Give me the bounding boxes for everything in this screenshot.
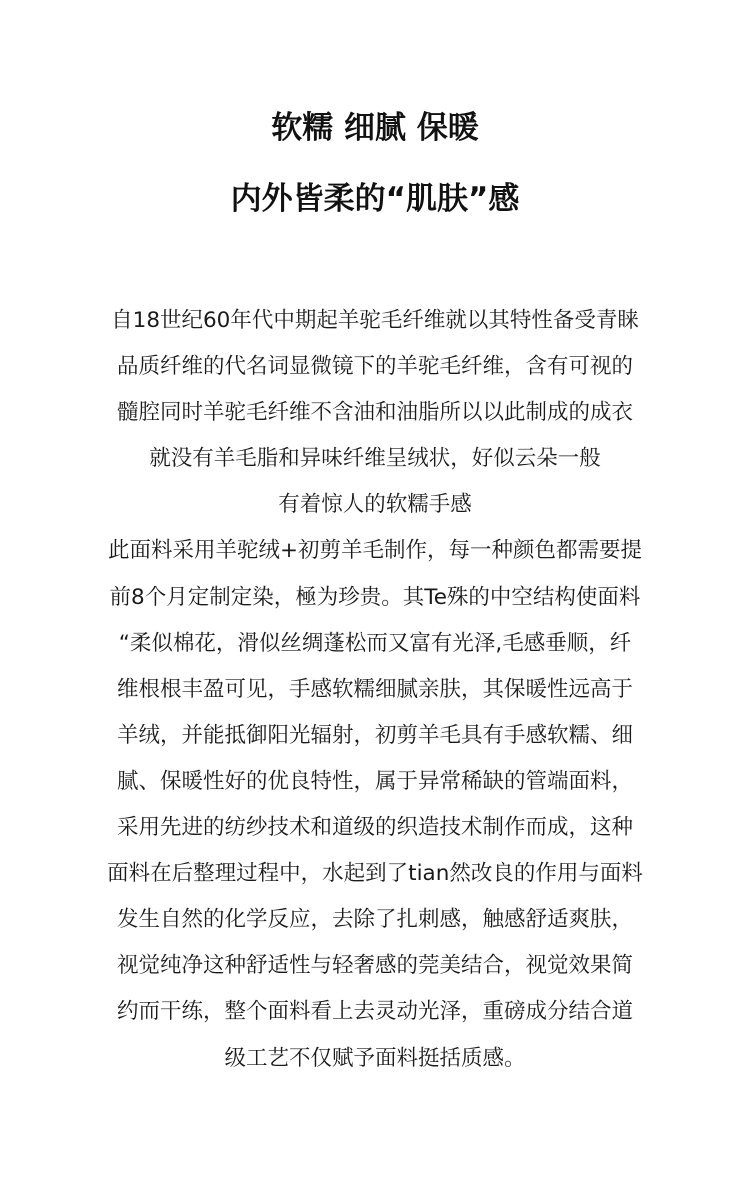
description-line: 视觉纯净这种舒适性与轻奢感的莞美结合，视觉效果简	[116, 953, 633, 979]
description-line: 级工艺不仅赋予面料挺括质感。	[224, 1045, 526, 1071]
description-line: 约而干练，整个面料看上去灵动光泽，重磅成分结合道	[116, 999, 633, 1025]
headline-primary: 软糯 细腻 保暖	[271, 110, 479, 146]
description-line: 腻、保暖性好的优良特性，属于异常稀缺的管端面料，	[116, 768, 633, 794]
description-line: 采用先进的纺纱技术和道级的织造技术制作而成，这种	[116, 815, 633, 841]
description-line: 品质纤维的代名词显微镜下的羊驼毛纤维，含有可视的	[116, 354, 633, 380]
description-line: 羊绒，并能抵御阳光辐射，初剪羊毛具有手感软糯、细	[116, 722, 633, 748]
description-line: 自18世纪60年代中期起羊驼毛纤维就以其特性备受青睐	[111, 308, 639, 333]
description-line: 就没有羊毛脂和异味纤维呈绒状，好似云朵一般	[149, 446, 601, 472]
description-body	[0, 298, 750, 1082]
description-line: 维根根丰盈可见，手感软糯细腻亲肤，其保暖性远高于	[116, 676, 633, 702]
description-line: 此面料采用羊驼绒+初剪羊毛制作，每一种颜色都需要提	[107, 538, 643, 564]
description-line: 发生自然的化学反应，去除了扎刺感，触感舒适爽肤，	[116, 907, 633, 933]
headline-secondary: 内外皆柔的“肌肤”感	[230, 181, 520, 217]
description-line: 前8个月定制定染，極为珍贵。其Te殊的中空结构使面料	[109, 584, 641, 610]
description-line: 面料在后整理过程中，水起到了tian然改良的作用与面料	[107, 861, 643, 887]
description-line: 有着惊人的软糯手感	[278, 492, 472, 518]
description-line: “柔似棉花，滑似丝绸蓬松而又富有光泽,毛感垂顺，纤	[118, 630, 632, 656]
description-line: 髓腔同时羊驼毛纤维不含油和油脂所以以此制成的成衣	[116, 400, 633, 426]
